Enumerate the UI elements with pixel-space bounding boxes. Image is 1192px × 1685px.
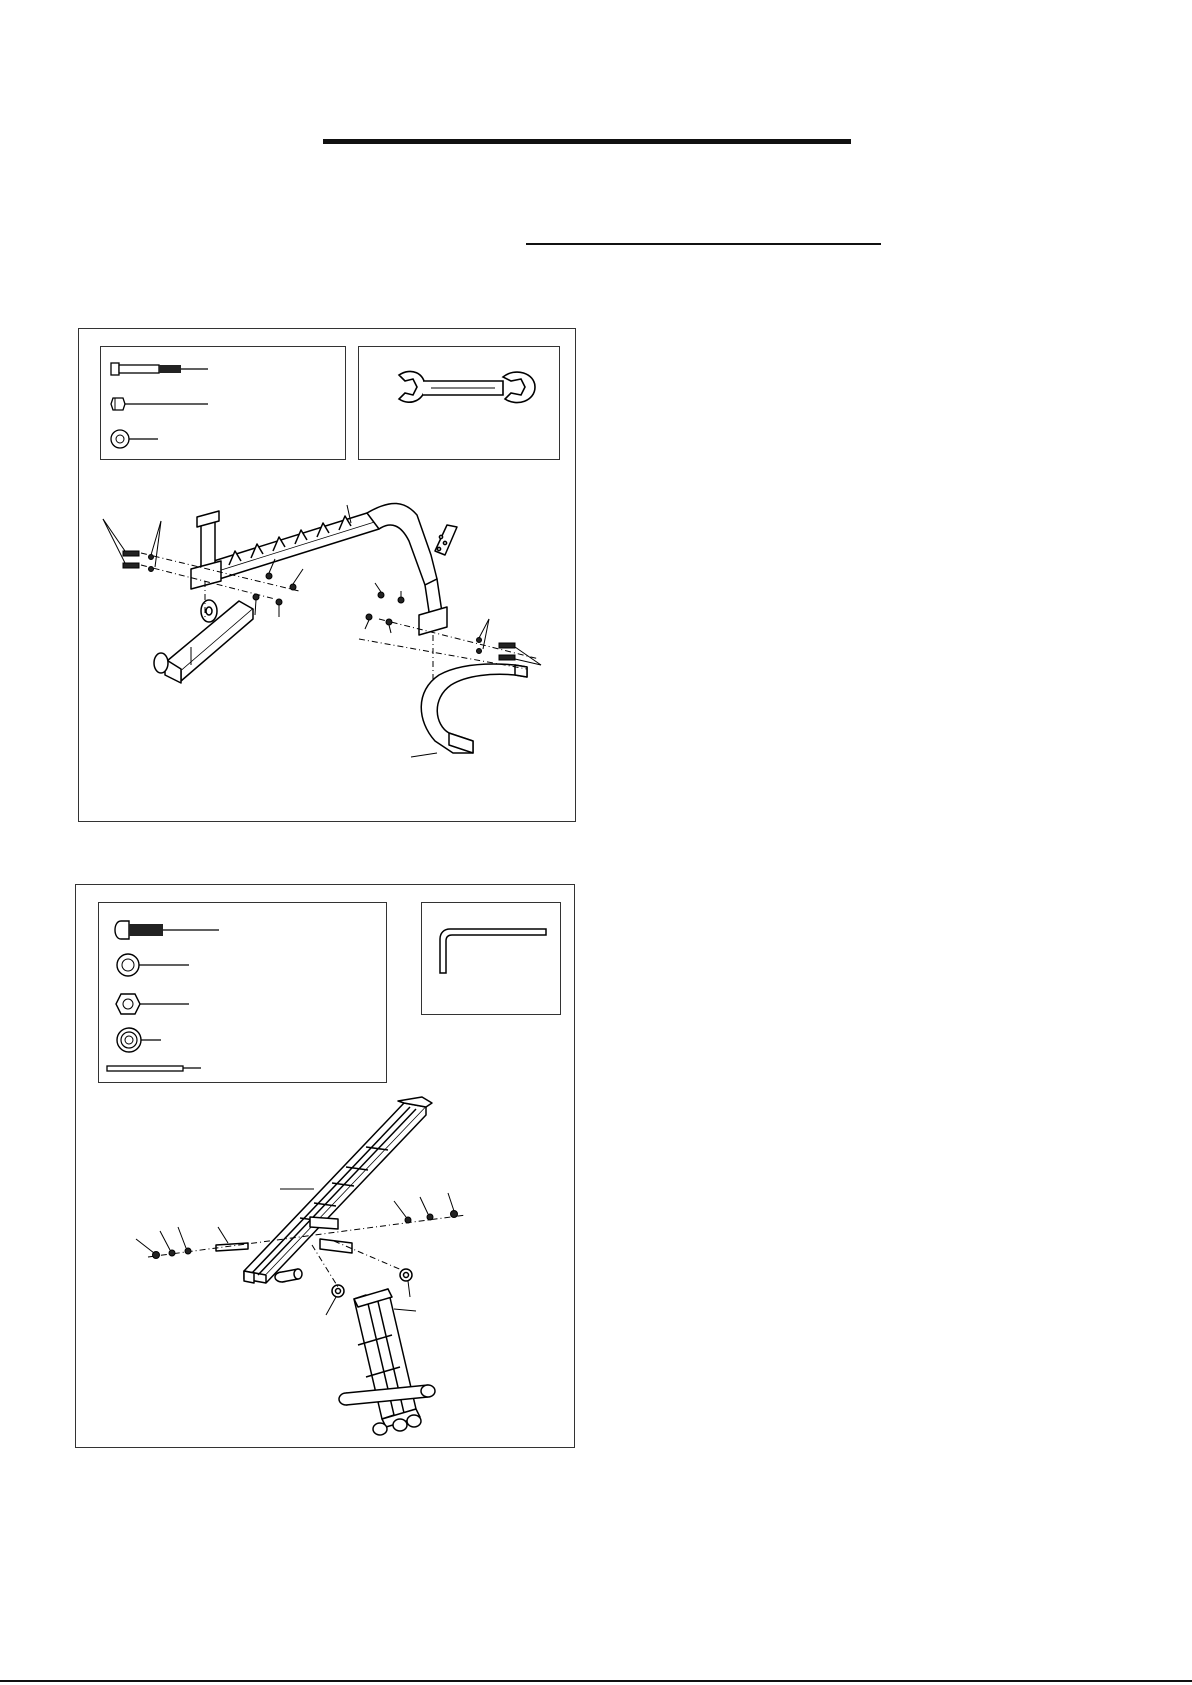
step-1-hardware-art	[101, 347, 347, 461]
step-2-tool-box	[421, 902, 561, 1015]
flat-washer-icon	[117, 954, 189, 976]
step-2-hardware-box	[98, 902, 387, 1083]
footer-rule	[0, 1680, 1192, 1682]
step-1-hardware-box	[100, 346, 346, 460]
hex-bolt-icon	[111, 363, 208, 375]
bushing-icon	[117, 1028, 161, 1052]
step-2-diagram-panel	[75, 884, 575, 1448]
hex-nut-icon	[111, 398, 208, 410]
subtitle-underline	[526, 243, 881, 245]
lock-nut-icon	[116, 994, 189, 1014]
button-head-bolt-icon	[115, 921, 219, 939]
step-1-diagram-panel	[78, 328, 576, 822]
wrench-icon	[359, 347, 561, 461]
washer-icon	[111, 430, 158, 448]
title-underline	[323, 139, 851, 144]
allen-key-icon	[422, 903, 562, 1016]
step-1-tool-box	[358, 346, 560, 460]
axle-rod-icon	[107, 1066, 201, 1071]
step-2-hardware-art	[99, 903, 388, 1084]
